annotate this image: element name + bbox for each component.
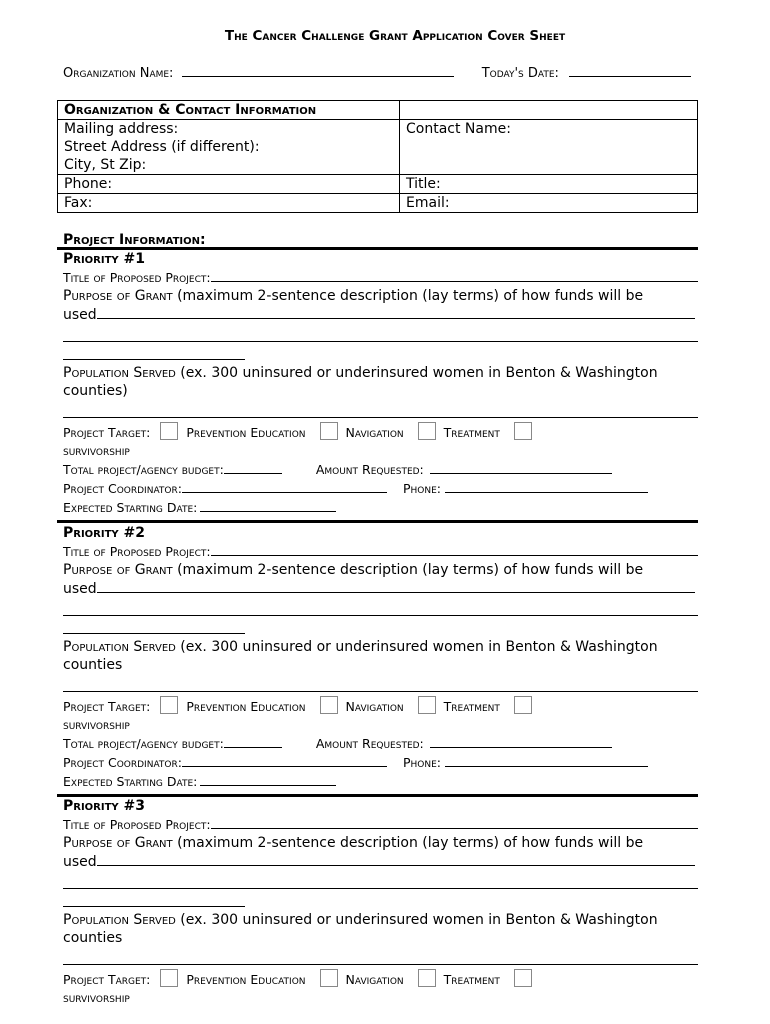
fax-cell[interactable]: Fax: (58, 194, 400, 213)
priority-2-section (63, 524, 743, 791)
amount-requested-field[interactable] (430, 734, 612, 748)
navigation-label: Navigation (345, 972, 404, 987)
checkbox[interactable] (514, 422, 532, 440)
purpose-field[interactable] (97, 305, 695, 319)
checkbox[interactable] (514, 696, 532, 714)
phone-field[interactable] (445, 479, 648, 493)
title-of-project-label: Title of Proposed Project: (63, 270, 211, 285)
coordinator-field[interactable] (182, 753, 387, 767)
checkbox[interactable] (320, 696, 338, 714)
navigation-label: Navigation (345, 425, 404, 440)
priority-1-section (63, 250, 743, 517)
purpose-field[interactable] (97, 579, 695, 593)
total-budget-field[interactable] (224, 460, 282, 474)
purpose-line[interactable] (63, 616, 245, 634)
phone-label: Phone: (402, 481, 441, 496)
coordinator-label: Project Coordinator: (63, 481, 182, 496)
today-date-label: Today's Date: (481, 66, 559, 81)
start-date-label: Expected Starting Date: (63, 774, 198, 789)
population-hint: (ex. 300 uninsured or underinsured women in Benton & Washington (175, 639, 658, 655)
treatment-label: Treatment (443, 699, 500, 714)
title-cell[interactable]: Title: (400, 175, 698, 194)
contact-info-table (57, 100, 698, 213)
checkbox[interactable] (160, 422, 178, 440)
survivorship-label: survivorship (63, 717, 130, 732)
purpose-hint: (maximum 2-sentence description (lay terms) of how funds will be (172, 288, 644, 304)
today-date-field[interactable] (569, 64, 691, 77)
project-target-label: Project Target: (63, 699, 151, 714)
purpose-label: Purpose of Grant (63, 562, 173, 578)
contact-header: Organization & Contact Information (58, 101, 400, 120)
purpose-label: Purpose of Grant (63, 835, 173, 851)
title-of-project-label: Title of Proposed Project: (63, 817, 211, 832)
city-label: City, St Zip: (64, 157, 147, 173)
checkbox[interactable] (418, 696, 436, 714)
treatment-label: Treatment (443, 972, 500, 987)
population-field[interactable] (63, 674, 698, 692)
amount-requested-label: Amount Requested: (315, 736, 424, 751)
survivorship-label: survivorship (63, 990, 130, 1005)
phone-label: Phone: (402, 755, 441, 770)
total-budget-label: Total project/agency budget: (63, 736, 224, 751)
population-hint: (ex. 300 uninsured or underinsured women in Benton & Washington (175, 365, 658, 381)
survivorship-label: survivorship (63, 443, 130, 458)
population-hint: (ex. 300 uninsured or underinsured women in Benton & Washington (175, 912, 658, 928)
amount-requested-label: Amount Requested: (315, 462, 424, 477)
purpose-label: Purpose of Grant (63, 288, 173, 304)
used-label: used (63, 581, 97, 597)
phone-field[interactable] (445, 753, 648, 767)
project-target-label: Project Target: (63, 972, 151, 987)
prevention-label: Prevention Education (186, 699, 306, 714)
used-label: used (63, 854, 97, 870)
counties-label: counties) (63, 383, 128, 399)
checkbox[interactable] (320, 969, 338, 987)
navigation-label: Navigation (345, 699, 404, 714)
total-budget-label: Total project/agency budget: (63, 462, 224, 477)
start-date-label: Expected Starting Date: (63, 500, 198, 515)
population-label: Population Served (63, 639, 176, 655)
used-label: used (63, 307, 97, 323)
checkbox[interactable] (160, 696, 178, 714)
contact-name-cell[interactable] (400, 120, 698, 175)
contact-name-label: Contact Name: (406, 121, 511, 137)
checkbox[interactable] (514, 969, 532, 987)
purpose-hint: (maximum 2-sentence description (lay terms) of how funds will be (172, 835, 644, 851)
checkbox[interactable] (418, 969, 436, 987)
project-target-label: Project Target: (63, 425, 151, 440)
start-date-field[interactable] (200, 772, 336, 786)
coordinator-field[interactable] (182, 479, 387, 493)
priority-heading: Priority #2 (63, 525, 146, 541)
purpose-hint: (maximum 2-sentence description (lay terms) of how funds will be (172, 562, 644, 578)
header-fields (63, 64, 691, 81)
checkbox[interactable] (320, 422, 338, 440)
mailing-label: Mailing address: (64, 121, 179, 137)
contact-header-blank (400, 101, 698, 120)
purpose-line[interactable] (63, 598, 698, 616)
purpose-line[interactable] (63, 342, 245, 360)
purpose-line[interactable] (63, 324, 698, 342)
title-of-project-field[interactable] (211, 268, 698, 282)
checkbox[interactable] (418, 422, 436, 440)
address-cell[interactable] (58, 120, 400, 175)
start-date-field[interactable] (200, 498, 336, 512)
counties-label: counties (63, 930, 123, 946)
street-label: Street Address (if different): (64, 139, 260, 155)
section-rule (57, 520, 698, 523)
page-title: The Cancer Challenge Grant Application Cover Sheet (224, 28, 566, 44)
priority-3-section (63, 797, 743, 1007)
org-name-field[interactable] (182, 64, 454, 77)
population-label: Population Served (63, 365, 176, 381)
population-field[interactable] (63, 947, 698, 965)
prevention-label: Prevention Education (186, 425, 306, 440)
total-budget-field[interactable] (224, 734, 282, 748)
title-of-project-label: Title of Proposed Project: (63, 544, 211, 559)
counties-label: counties (63, 657, 123, 673)
priority-heading: Priority #3 (63, 798, 146, 814)
purpose-line[interactable] (63, 889, 245, 907)
population-field[interactable] (63, 400, 698, 418)
title-of-project-field[interactable] (211, 815, 698, 829)
amount-requested-field[interactable] (430, 460, 612, 474)
project-info-heading: Project Information: (63, 232, 206, 248)
coordinator-label: Project Coordinator: (63, 755, 182, 770)
checkbox[interactable] (160, 969, 178, 987)
purpose-field[interactable] (97, 852, 695, 866)
org-name-label: Organization Name: (63, 66, 174, 81)
purpose-line[interactable] (63, 871, 698, 889)
phone-cell[interactable]: Phone: (58, 175, 400, 194)
title-of-project-field[interactable] (211, 542, 698, 556)
population-label: Population Served (63, 912, 176, 928)
prevention-label: Prevention Education (186, 972, 306, 987)
treatment-label: Treatment (443, 425, 500, 440)
email-cell[interactable]: Email: (400, 194, 698, 213)
priority-heading: Priority #1 (63, 251, 146, 267)
